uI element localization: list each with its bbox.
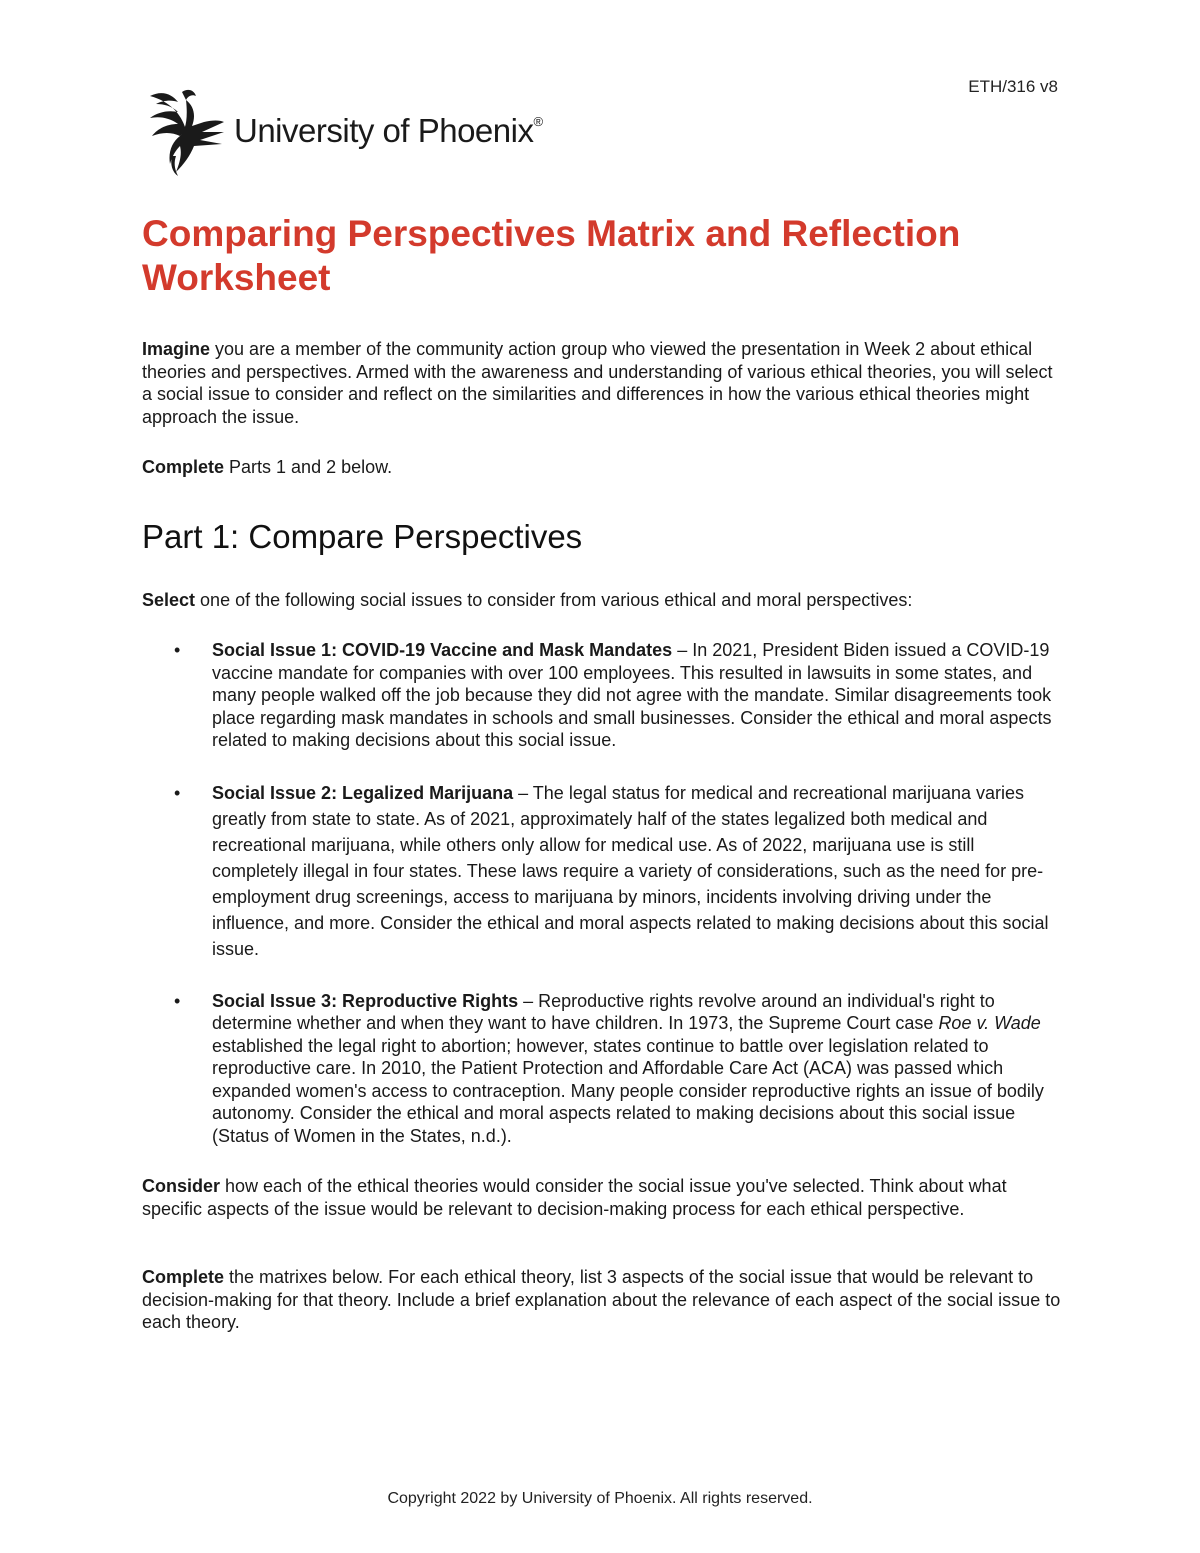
intro-paragraph: Imagine you are a member of the community action group who viewed the presentation in Week 2 about ethical theories and perspectives. Armed with the awareness and understanding of various ethical theories, you will select a social issue to consider and reflect on the similarities and differences in how the various ethical theories might approach the issue. [142, 339, 1053, 427]
list-item: • Social Issue 2: Legalized Marijuana – The legal status for medical and recreational marijuana varies greatly from state to state. As of 2021, approximately half of the states legalized both medical and recreational marijuana, while others only allow for medical use. As of 2022, marijuana use is still completely illegal in four states. These laws require a variety of considerations, such as the need for pre-employment drug screenings, access to marijuana by minors, incidents involving driving under the influence, and more. Consider the ethical and moral aspects related to making decisions about this social issue. [142, 780, 1062, 962]
part1-heading: Part 1: Compare Perspectives [142, 517, 583, 555]
university-logo [142, 84, 543, 180]
complete-parts-paragraph: Complete Parts 1 and 2 below. [142, 457, 393, 477]
bullet-icon: • [174, 640, 181, 660]
list-item: • Social Issue 1: COVID-19 Vaccine and Mask Mandates – In 2021, President Biden issued a COVID-19 vaccine mandate for companies with over 100 employees. This resulted in lawsuits in some states, and many people walked off the job because they did not agree with the mandate. Similar disagreements took place regarding mask mandates in schools and small businesses. Consider the ethical and moral aspects related to making decisions about this social issue. [174, 640, 1052, 750]
bullet-icon: • [174, 990, 181, 1011]
issue-text: Reproductive rights revolve around an individual's right to determine whether and when they want to have children. In 1973, the Supreme Court case [212, 990, 995, 1033]
complete-matrix-paragraph: Complete the matrixes below. For each ethical theory, list 3 aspects of the social issue that would be relevant to decision-making for that theory. Include a brief explanation about the relevance of each aspect of the social issue to each theory. [142, 1267, 1061, 1332]
issue-title: Social Issue 3: Reproductive Rights [212, 990, 519, 1011]
bullet-icon: • [174, 782, 181, 803]
issue-text: The legal status for medical and recreational marijuana varies greatly from state to state. As of 2021, approximately half of the states legalized both medical and recreational marijuana, while others only allow for medical use. As of 2022, marijuana use is still completely illegal in four states. These laws require a variety of considerations, such as the need for pre-employment drug screenings, access to marijuana by minors, incidents involving driving under the influence, and more. Consider the ethical and moral aspects related to making decisions about this social issue. [212, 782, 1049, 959]
case-name: Roe v. Wade [938, 1013, 1041, 1033]
copyright-footer: Copyright 2022 by University of Phoenix. All rights reserved. [387, 1490, 813, 1507]
issue-title: Social Issue 1: COVID-19 Vaccine and Mask Mandates [212, 640, 673, 660]
issue-title: Social Issue 2: Legalized Marijuana [212, 782, 514, 803]
document-body [142, 212, 1062, 1334]
select-paragraph: Select one of the following social issues to consider from various ethical and moral perspectives: [142, 589, 913, 610]
social-issues-list [142, 639, 1062, 1147]
page-title: Comparing Perspectives Matrix and Reflection Worksheet [142, 213, 961, 298]
list-item: • Social Issue 3: Reproductive Rights – Reproductive rights revolve around an individual's right to determine whether and when they want to have children. In 1973, the Supreme Court case Roe v. Wade established the legal right to abortion; however, states continue to battle over legislation related to reproductive care. In 2010, the Patient Protection and Affordable Care Act (ACA) was passed which expanded women's access to contraception. Many people consider reproductive rights an issue of bodily autonomy. Consider the ethical and moral aspects related to making decisions about this social issue (Status of Women in the States, n.d.). [174, 990, 1044, 1146]
course-code: ETH/316 v8 [968, 77, 1058, 96]
issue-text: In 2021, President Biden issued a COVID-19 vaccine mandate for companies with over 100 employees. This resulted in lawsuits in some states, and many people walked off the job because they did not agree with the mandate. Similar disagreements took place regarding mask mandates in schools and small businesses. Consider the ethical and moral aspects related to making decisions about this social issue. [212, 640, 1052, 750]
logo-wordmark: University of Phoenix® [234, 112, 543, 149]
consider-paragraph: Consider how each of the ethical theories would consider the social issue you've selected. Think about what specific aspects of the issue would be relevant to decision-making process for each ethical perspective. [142, 1176, 1007, 1219]
phoenix-bird-icon [142, 86, 224, 178]
